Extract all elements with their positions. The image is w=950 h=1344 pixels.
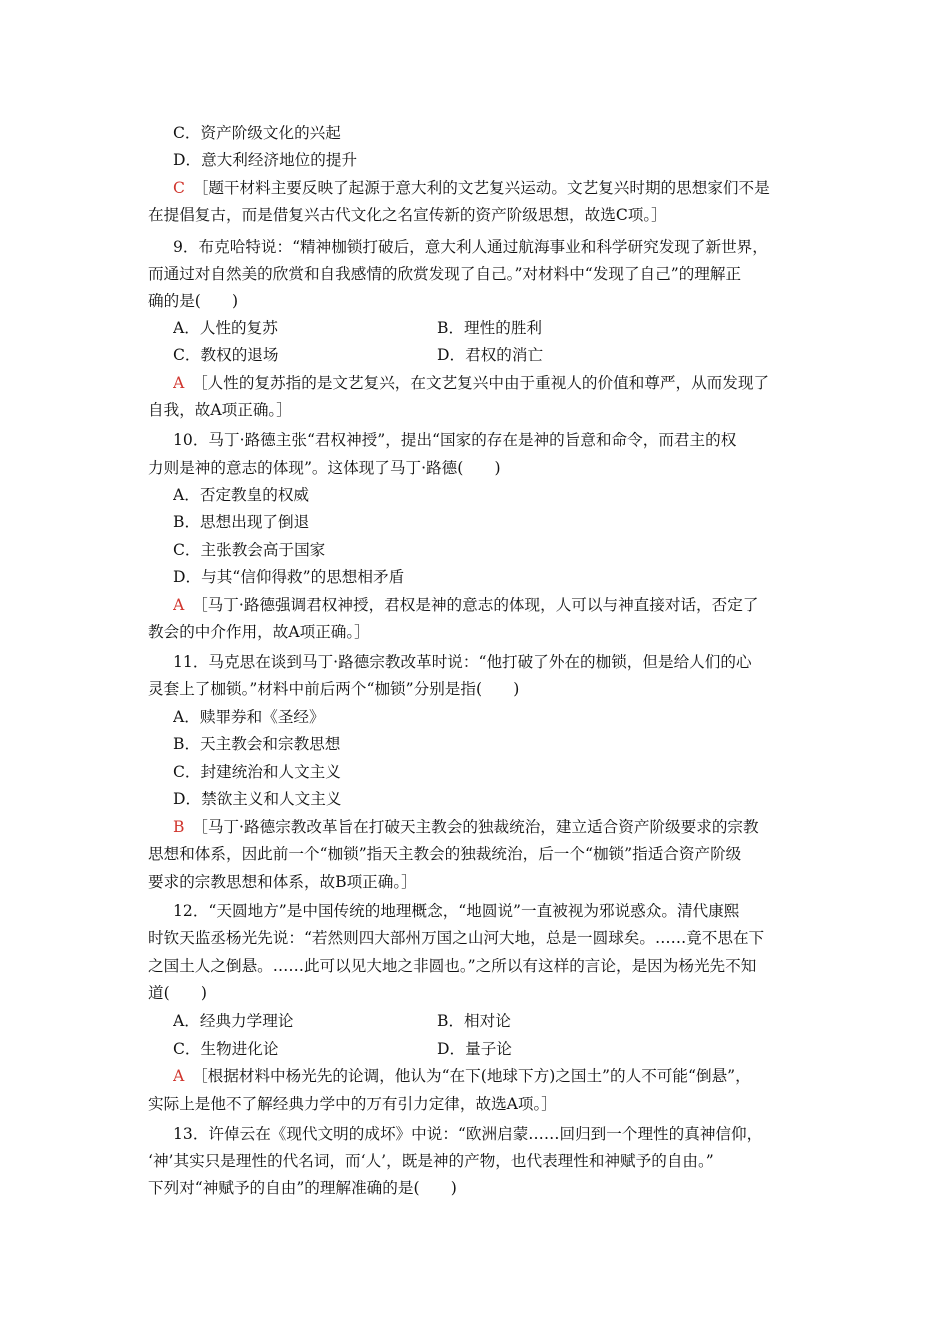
answer-text-continued: 思想和体系，因此前一个“枷锁”指天主教会的独裁统治，后一个“枷锁”指适合资产阶级 [148,845,742,863]
option-a: A．否定教皇的权威 [173,486,310,504]
answer-text: ［马丁·路德宗教改革旨在打破天主教会的独裁统治，建立适合资产阶级要求的宗教 [200,818,759,836]
question-stem-continued: ‘神’其实只是理性的代名词，而‘人’，既是神的产物，也代表理性和神赋予的自由。” [148,1152,714,1170]
question-stem-continued: 灵套上了枷锁。”材料中前后两个“枷锁”分别是指( ) [148,680,520,698]
option-d: D．量子论 [437,1040,512,1058]
option-a: A．人性的复苏 [173,319,278,337]
option-c: C．资产阶级文化的兴起 [173,124,341,142]
answer-letter: B [173,818,185,836]
question-stem-continued: 力则是神的意志的体现”。这体现了马丁·路德( ) [148,459,501,477]
answer-explanation [173,373,828,393]
option-c: C．生物进化论 [173,1040,279,1058]
option-d: D．禁欲主义和人文主义 [173,790,342,808]
option-b: B．相对论 [437,1012,511,1030]
question-stem: 12．“天圆地方”是中国传统的地理概念，“地圆说”一直被视为邪说惑众。清代康熙 [173,902,740,920]
option-c: C．教权的退场 [173,346,279,364]
question-stem-continued: 之国土人之倒悬。……此可以见大地之非圆也。”之所以有这样的言论，是因为杨光先不知 [148,957,757,975]
question-stem-continued: 时钦天监丞杨光先说：“若然则四大部州万国之山河大地，总是一圆球矣。……竟不思在下 [148,929,765,947]
option-b: B．理性的胜利 [437,319,543,337]
answer-text-continued: 要求的宗教思想和体系，故B项正确。］ [148,873,417,891]
answer-text: ［根据材料中杨光先的论调，他认为“在下(地球下方)之国土”的人不可能“倒悬”， [199,1067,751,1085]
option-a: A．经典力学理论 [173,1012,294,1030]
question-stem-continued: 下列对“神赋予的自由”的理解准确的是( ) [148,1179,457,1197]
question-stem-continued: 而通过对自然美的欣赏和自我感情的欣赏发现了自己。”对材料中“发现了自己”的理解正 [148,265,742,283]
answer-text: ［人性的复苏指的是文艺复兴，在文艺复兴中由于重视人的价值和尊严，从而发现了 [199,374,770,392]
option-c: C．封建统治和人文主义 [173,763,341,781]
question-stem: 10．马丁·路德主张“君权神授”，提出“国家的存在是神的旨意和命令，而君主的权 [173,431,737,449]
answer-letter: A [173,596,185,614]
answer-text-continued: 在提倡复古，而是借复兴古代文化之名宣传新的资产阶级思想，故选C项。］ [148,206,667,224]
answer-text: ［马丁·路德强调君权神授，君权是神的意志的体现，人可以与神直接对话，否定了 [199,596,759,614]
question-stem-continued: 确的是( ) [148,292,239,310]
question-stem: 13．许倬云在《现代文明的成坏》中说：“欧洲启蒙……回归到一个理性的真神信仰， [173,1125,763,1143]
answer-explanation [173,595,828,615]
option-c: C．主张教会高于国家 [173,541,326,559]
answer-explanation [173,178,828,198]
option-d: D．意大利经济地位的提升 [173,151,358,169]
answer-explanation [173,817,828,837]
option-d: D．与其“信仰得救”的思想相矛盾 [173,568,405,586]
answer-letter: A [173,374,185,392]
answer-letter: C [173,179,185,197]
answer-text: ［题干材料主要反映了起源于意大利的文艺复兴运动。文艺复兴时期的思想家们不是 [200,179,770,197]
option-d: D．君权的消亡 [437,346,544,364]
answer-text-continued: 自我，故A项正确。］ [148,401,292,419]
option-a: A．赎罪券和《圣经》 [173,708,325,726]
answer-explanation [173,1066,828,1086]
option-b: B．思想出现了倒退 [173,513,310,531]
answer-text-continued: 实际上是他不了解经典力学中的万有引力定律，故选A项。］ [148,1095,557,1113]
question-stem-continued: 道( ) [148,984,207,1002]
answer-text-continued: 教会的中介作用，故A项正确。］ [148,623,370,641]
question-stem: 11．马克思在谈到马丁·路德宗教改革时说：“他打破了外在的枷锁，但是给人们的心 [173,653,752,671]
option-b: B．天主教会和宗教思想 [173,735,341,753]
answer-letter: A [173,1067,185,1085]
question-stem: 9．布克哈特说：“精神枷锁打破后，意大利人通过航海事业和科学研究发现了新世界， [173,238,768,256]
